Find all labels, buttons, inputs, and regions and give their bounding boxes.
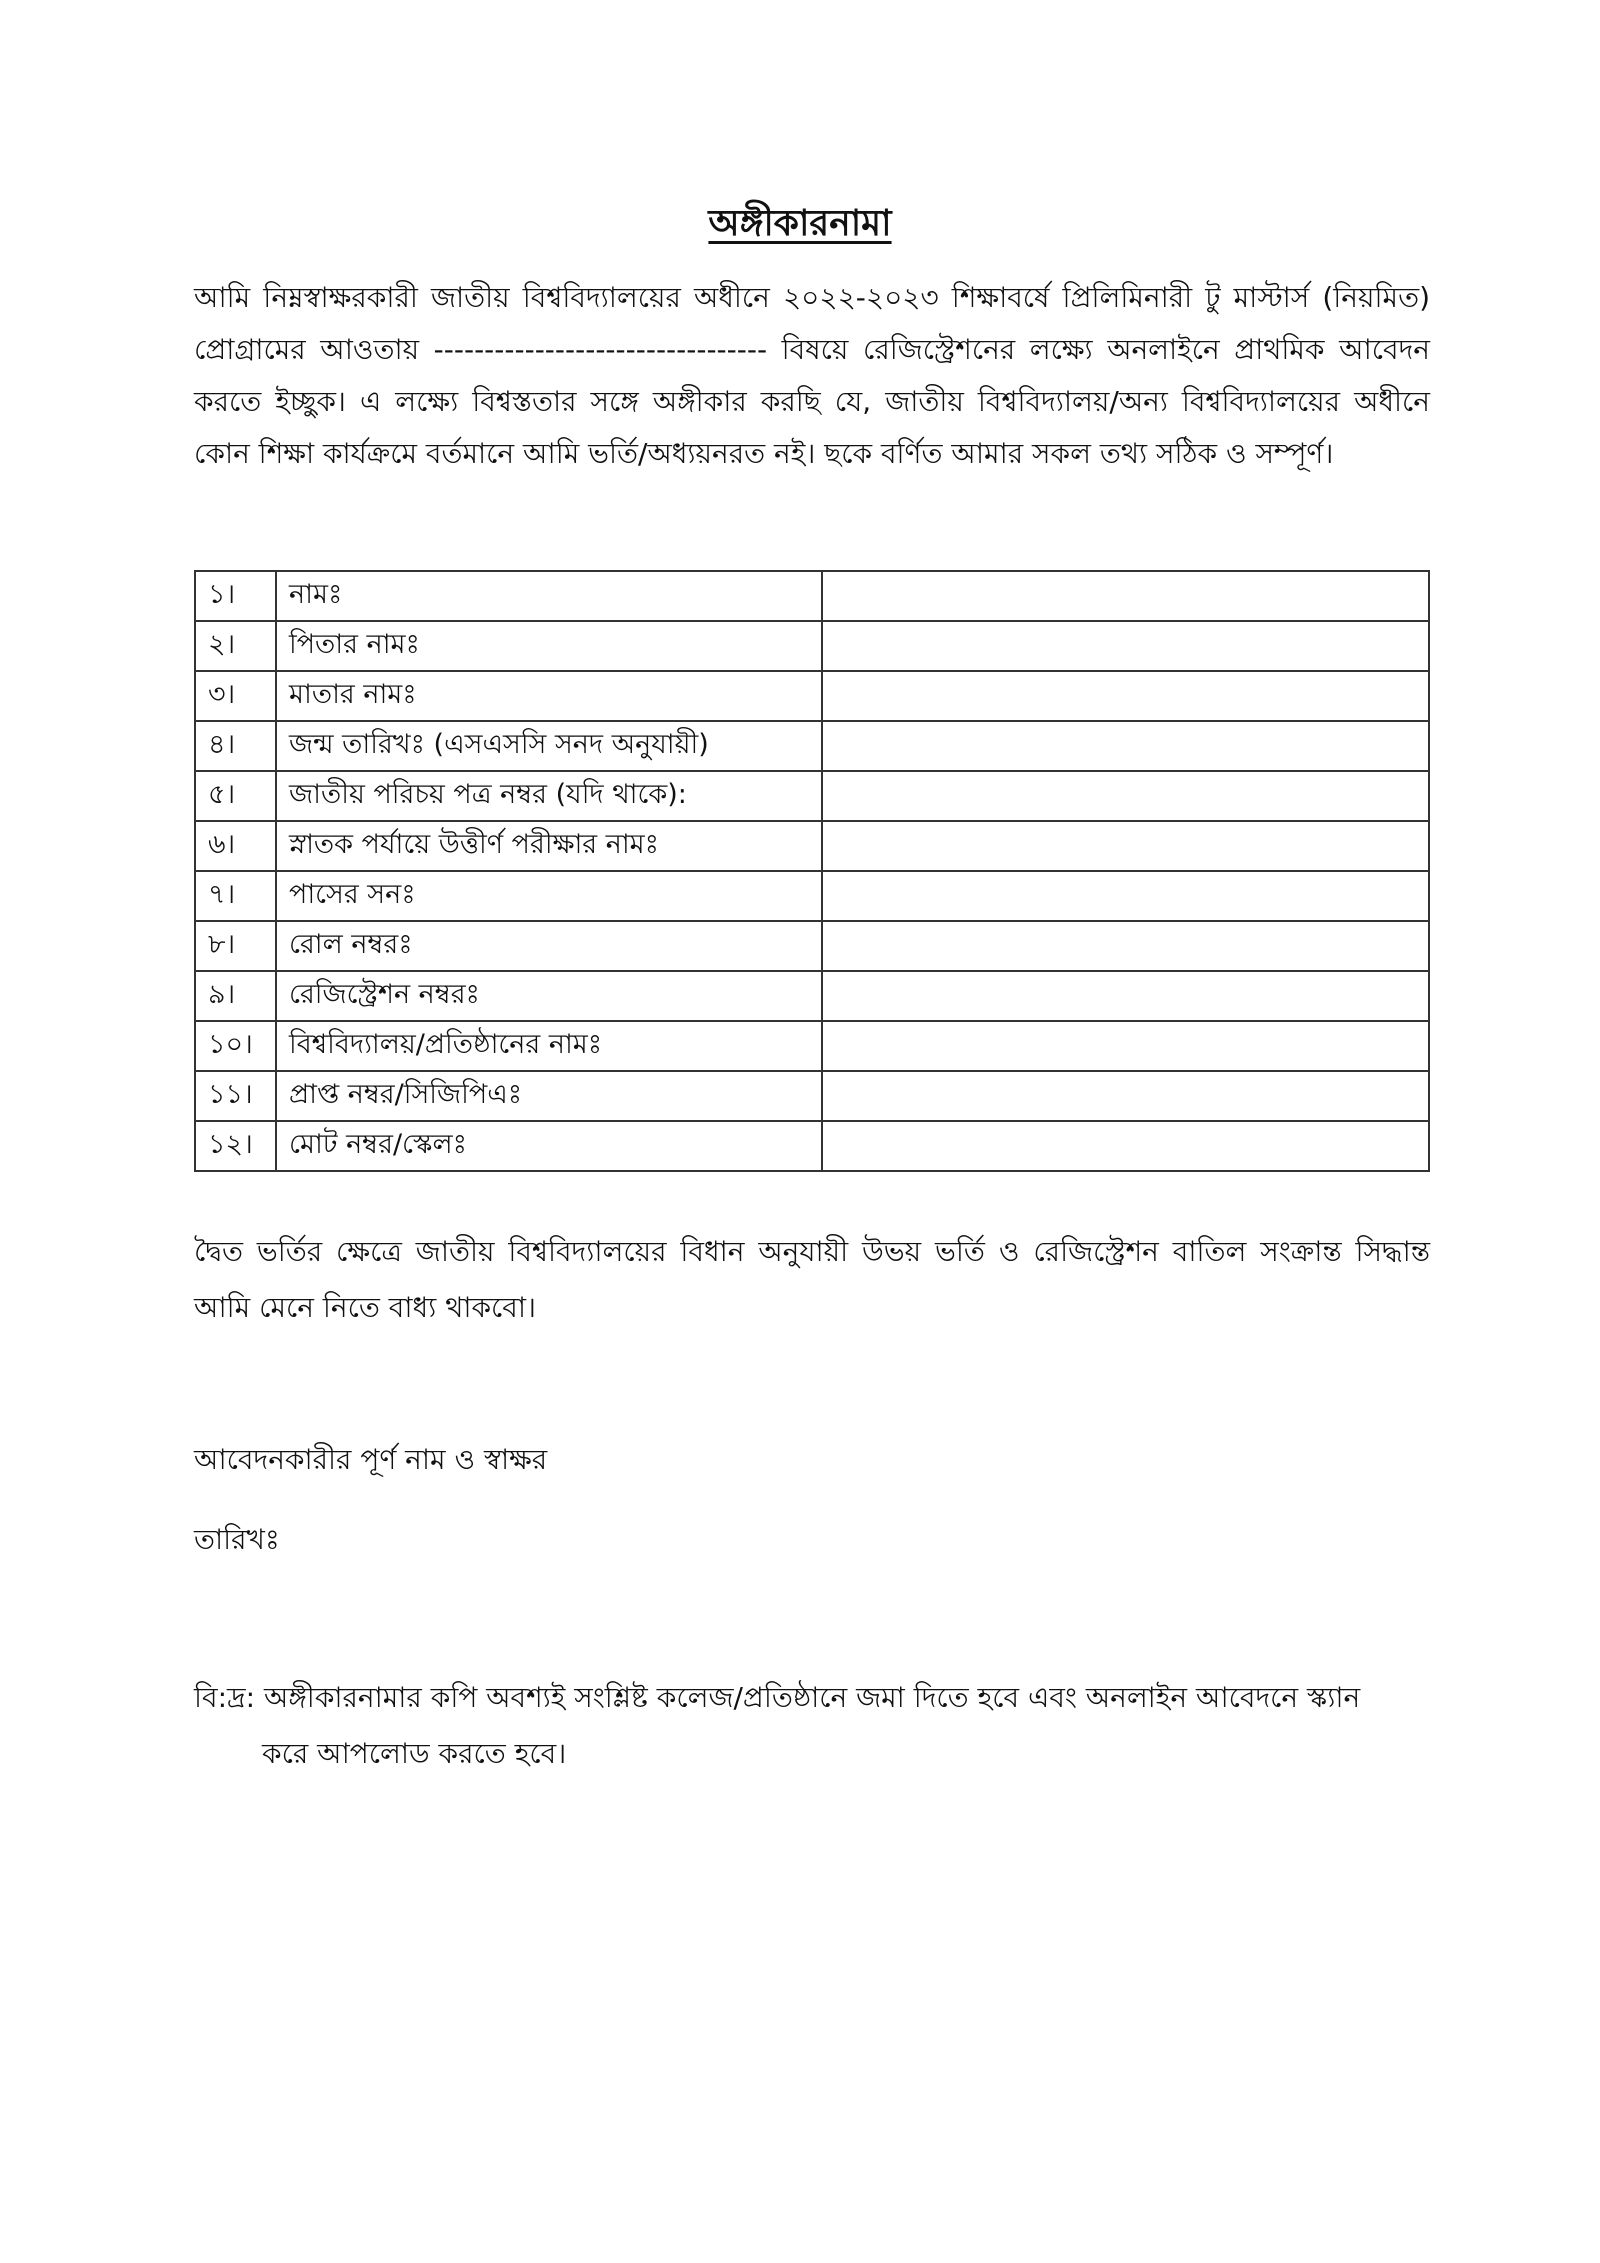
row-label: বিশ্ববিদ্যালয়/প্রতিষ্ঠানের নামঃ	[276, 1021, 822, 1071]
row-value-field[interactable]	[822, 1021, 1429, 1071]
row-label: পিতার নামঃ	[276, 621, 822, 671]
row-value-field[interactable]	[822, 1071, 1429, 1121]
table-row	[195, 971, 1429, 1021]
row-number: ৪।	[195, 721, 276, 771]
applicant-info-rows	[195, 571, 1429, 1171]
row-label: নামঃ	[276, 571, 822, 621]
table-row	[195, 871, 1429, 921]
row-label: রেজিস্ট্রেশন নম্বরঃ	[276, 971, 822, 1021]
row-number: ১।	[195, 571, 276, 621]
row-number: ৭।	[195, 871, 276, 921]
row-label: মাতার নামঃ	[276, 671, 822, 721]
row-label: মোট নম্বর/স্কেলঃ	[276, 1121, 822, 1171]
row-value-field[interactable]	[822, 821, 1429, 871]
row-label: রোল নম্বরঃ	[276, 921, 822, 971]
row-number: ৮।	[195, 921, 276, 971]
note-prefix: বি:দ্র:	[194, 1681, 256, 1714]
row-label: পাসের সনঃ	[276, 871, 822, 921]
table-row	[195, 721, 1429, 771]
row-value-field[interactable]	[822, 871, 1429, 921]
table-row	[195, 921, 1429, 971]
row-number: ২।	[195, 621, 276, 671]
row-number: ৯।	[195, 971, 276, 1021]
row-value-field[interactable]	[822, 771, 1429, 821]
date-label: তারিখঃ	[194, 1523, 280, 1556]
note-line-2: করে আপলোড করতে হবে।	[262, 1737, 567, 1770]
table-row	[195, 621, 1429, 671]
table-row	[195, 571, 1429, 621]
dual-admission-statement: দ্বৈত ভর্তির ক্ষেত্রে জাতীয় বিশ্ববিদ্যালয়ের বিধান অনুযায়ী উভয় ভর্তি ও রেজিস্ট্রেশন বাতিল সংক্রান্ত সিদ্ধান্ত আমি মেনে নিতে বাধ্য থাকবো।	[194, 1235, 1430, 1324]
table-row	[195, 821, 1429, 871]
row-value-field[interactable]	[822, 1121, 1429, 1171]
row-number: ৩।	[195, 671, 276, 721]
row-label: প্রাপ্ত নম্বর/সিজিপিএঃ	[276, 1071, 822, 1121]
note-line-1: অঙ্গীকারনামার কপি অবশ্যই সংশ্লিষ্ট কলেজ/প্রতিষ্ঠানে জমা দিতে হবে এবং অনলাইন আবেদনে স্ক্যান	[263, 1681, 1361, 1714]
row-label: জাতীয় পরিচয় পত্র নম্বর (যদি থাকে):	[276, 771, 822, 821]
table-row	[195, 1121, 1429, 1171]
table-row	[195, 671, 1429, 721]
document-title-text: অঙ্গীকারনামা	[708, 203, 892, 244]
row-number: ১০।	[195, 1021, 276, 1071]
row-value-field[interactable]	[822, 921, 1429, 971]
row-number: ৬।	[195, 821, 276, 871]
row-number: ১২।	[195, 1121, 276, 1171]
table-row	[195, 1021, 1429, 1071]
row-number: ৫।	[195, 771, 276, 821]
row-value-field[interactable]	[822, 621, 1429, 671]
document-title	[0, 196, 1600, 256]
table-row	[195, 771, 1429, 821]
note-block	[194, 1670, 1430, 1782]
row-label: স্নাতক পর্যায়ে উত্তীর্ণ পরীক্ষার নামঃ	[276, 821, 822, 871]
row-value-field[interactable]	[822, 671, 1429, 721]
table-row	[195, 1071, 1429, 1121]
row-value-field[interactable]	[822, 721, 1429, 771]
row-value-field[interactable]	[822, 971, 1429, 1021]
row-value-field[interactable]	[822, 571, 1429, 621]
intro-paragraph: আমি নিম্নস্বাক্ষরকারী জাতীয় বিশ্ববিদ্যালয়ের অধীনে ২০২২-২০২৩ শিক্ষাবর্ষে প্রিলিমিনারী টু মাস্টার্স (নিয়মিত) প্রোগ্রামের আওতায় --------------------------------- বিষয়ে রেজিস্ট্রেশনের লক্ষ্যে অনলাইনে প্রাথমিক আবেদন করতে ইচ্ছুক। এ লক্ষ্যে বিশ্বস্ততার সঙ্গে অঙ্গীকার করছি যে, জাতীয় বিশ্ববিদ্যালয়/অন্য বিশ্ববিদ্যালয়ের অধীনে কোন শিক্ষা কার্যক্রমে বর্তমানে আমি ভর্তি/অধ্যয়নরত নই। ছকে বর্ণিত আমার সকল তথ্য সঠিক ও সম্পূর্ণ।	[194, 281, 1430, 470]
applicant-info-table	[194, 570, 1430, 1172]
row-label: জন্ম তারিখঃ (এসএসসি সনদ অনুযায়ী)	[276, 721, 822, 771]
row-number: ১১।	[195, 1071, 276, 1121]
signature-label: আবেদনকারীর পূর্ণ নাম ও স্বাক্ষর	[194, 1443, 548, 1476]
